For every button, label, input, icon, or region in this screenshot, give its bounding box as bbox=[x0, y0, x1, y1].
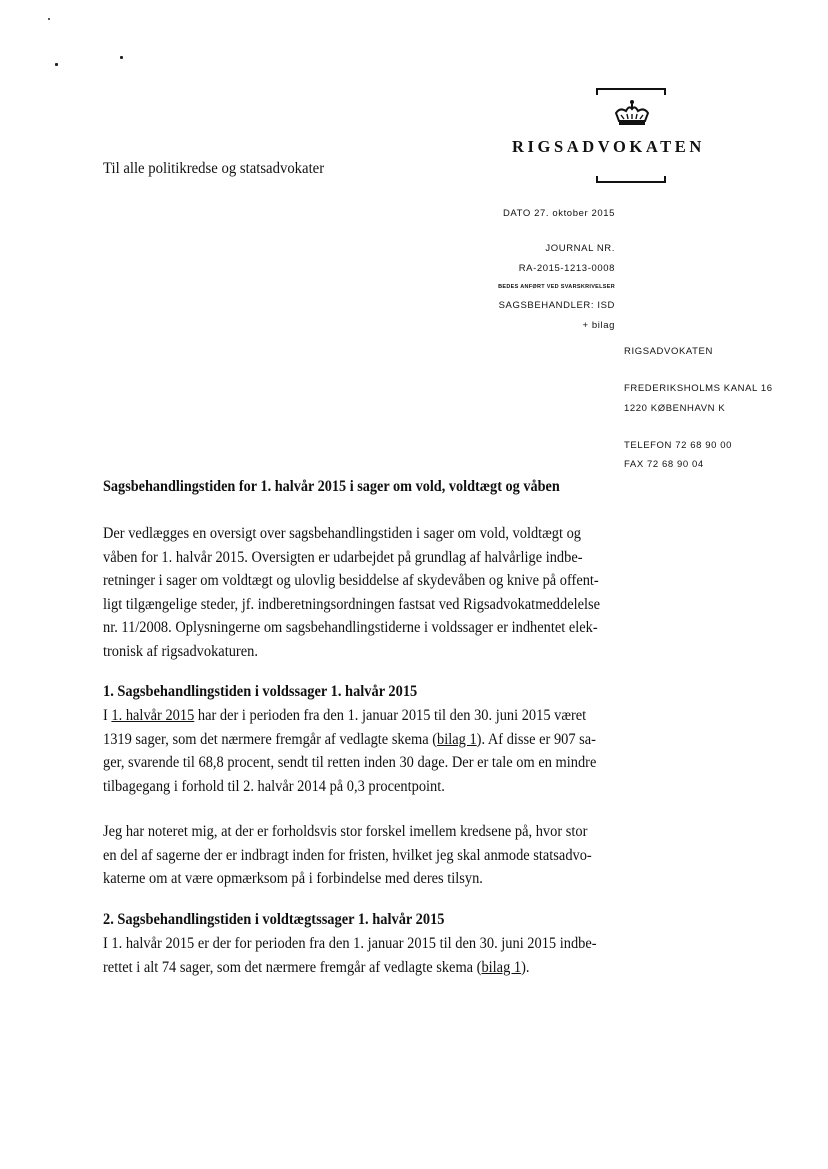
logo-top-tick bbox=[664, 88, 666, 95]
text-run: ). Af disse er 907 sa- bbox=[476, 730, 596, 748]
paragraph-line: tilbagegang i forhold til 2. halvår 2014 på 0,3 procentpoint. bbox=[103, 777, 445, 795]
paragraph-line: Jeg har noteret mig, at der er forholdsvis stor forskel imellem kredsene på, hvor stor bbox=[103, 823, 588, 840]
address-fax: FAX 72 68 90 04 bbox=[624, 459, 704, 470]
paragraph-line: katerne om at være opmærksom på i forbindelse med deres tilsyn. bbox=[103, 870, 483, 887]
enclosure: + bilag bbox=[582, 320, 615, 331]
paragraph-line: ger, svarende til 68,8 procent, sendt til retten inden 30 dage. Der er tale om en mindre bbox=[103, 754, 597, 771]
paragraph-line: nr. 11/2008. Oplysningerne om sagsbehandlingstiderne i voldssager er indhentet elek- bbox=[103, 619, 598, 636]
reference-note: BEDES ANFØRT VED SVARSKRIVELSER bbox=[498, 284, 615, 290]
scan-speck bbox=[120, 56, 123, 59]
text-run: rettet i alt 74 sager, som det nærmere fremgår af vedlagte skema ( bbox=[103, 958, 482, 976]
paragraph-line: Der vedlægges en oversigt over sagsbehandlingstiden i sager om vold, voldtægt og bbox=[103, 525, 582, 542]
section-2-paragraph bbox=[103, 932, 623, 979]
address-city: 1220 KØBENHAVN K bbox=[624, 403, 726, 414]
address-street: FREDERIKSHOLMS KANAL 16 bbox=[624, 383, 773, 394]
period-link: 1. halvår 2015 bbox=[111, 707, 195, 724]
logo-bottom-rule bbox=[596, 181, 666, 183]
logo-bottom-tick bbox=[664, 176, 666, 183]
text-run: 1319 sager, som det nærmere fremgår af vedlagte skema ( bbox=[103, 730, 438, 748]
paragraph-line bbox=[103, 704, 587, 728]
section-1-heading: 1. Sagsbehandlingstiden i voldssager 1. halvår 2015 bbox=[103, 683, 418, 700]
paragraph-line: ligt tilgængelige steder, jf. indberetningsordningen fastsat ved Rigsadvokatmeddelelse bbox=[103, 595, 601, 613]
subject-heading: Sagsbehandlingstiden for 1. halvår 2015 i sager om vold, voldtægt og våben bbox=[103, 478, 560, 495]
scan-speck bbox=[55, 63, 58, 66]
logo-top-tick bbox=[596, 88, 598, 95]
text-run: har der i perioden fra den 1. januar 2015 til den 30. juni 2015 været bbox=[194, 707, 587, 724]
journal-number: RA-2015-1213-0008 bbox=[518, 263, 615, 274]
paragraph-line: I 1. halvår 2015 er der for perioden fra den 1. januar 2015 til den 30. juni 2015 indbe- bbox=[103, 935, 597, 952]
org-name: RIGSADVOKATEN bbox=[512, 137, 705, 156]
enclosure-reference: bilag 1 bbox=[481, 958, 522, 976]
address-name: RIGSADVOKATEN bbox=[624, 346, 713, 357]
paragraph-line bbox=[103, 728, 596, 752]
section-1-note bbox=[103, 820, 623, 891]
paragraph-line: en del af sagerne der er indbragt inden for fristen, hvilket jeg skal anmode statsadvo- bbox=[103, 846, 592, 864]
crown-icon bbox=[612, 99, 652, 129]
paragraph-line: våben for 1. halvår 2015. Oversigten er udarbejdet på grundlag af halvårlige indbe- bbox=[103, 548, 583, 566]
paragraph-line bbox=[103, 956, 587, 980]
section-2-heading: 2. Sagsbehandlingstiden i voldtægtssager 1. halvår 2015 bbox=[103, 911, 445, 928]
text-run: I bbox=[103, 707, 112, 724]
address-phone: TELEFON 72 68 90 00 bbox=[624, 440, 733, 451]
scan-speck bbox=[48, 18, 50, 20]
case-handler: SAGSBEHANDLER: ISD bbox=[498, 300, 615, 311]
section-1-paragraph bbox=[103, 704, 623, 798]
recipient: Til alle politikredse og statsadvokater bbox=[103, 160, 325, 177]
paragraph-line: tronisk af rigsadvokaturen. bbox=[103, 642, 258, 660]
date: DATO 27. oktober 2015 bbox=[502, 208, 615, 219]
journal-label: JOURNAL NR. bbox=[545, 243, 615, 254]
paragraph-line: retninger i sager om voldtægt og ulovlig besiddelse af skydevåben og knive på offent- bbox=[103, 572, 599, 589]
logo-bottom-tick bbox=[596, 176, 598, 183]
logo-top-rule bbox=[596, 88, 666, 90]
text-run: ). bbox=[521, 958, 530, 976]
intro-paragraph bbox=[103, 522, 623, 663]
enclosure-reference: bilag 1 bbox=[437, 730, 477, 748]
